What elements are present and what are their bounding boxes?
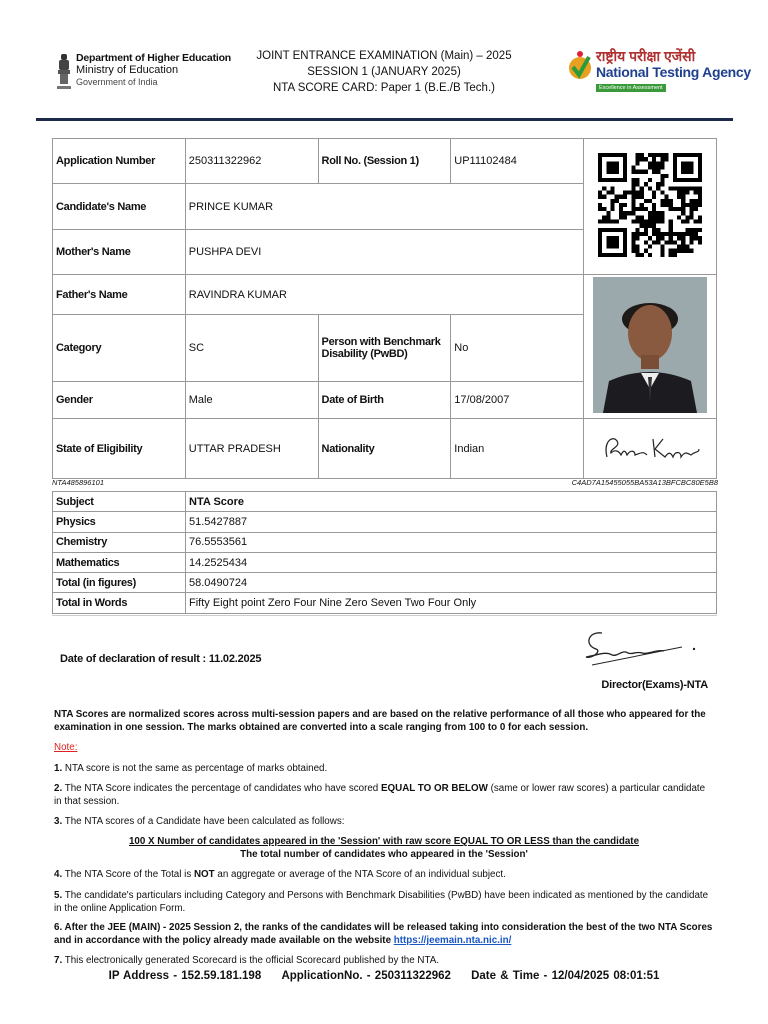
subject-cell: Chemistry <box>53 532 186 552</box>
category-value: SC <box>185 315 318 382</box>
note-7 <box>54 954 714 967</box>
dob-label: Date of Birth <box>318 382 451 419</box>
table-row <box>53 552 717 572</box>
score-formula <box>54 835 714 861</box>
department-name: Department of Higher Education <box>76 52 232 64</box>
note-3 <box>54 815 714 828</box>
score-cell: 51.5427887 <box>186 512 717 532</box>
score-column-header: NTA Score <box>186 492 717 512</box>
footer-application-number: ApplicationNo. - 250311322962 <box>281 970 451 982</box>
nta-hindi-name: राष्ट्रीय परीक्षा एजेंसी <box>596 48 696 64</box>
subject-cell: Physics <box>53 512 186 532</box>
qr-cell <box>584 139 717 275</box>
table-row <box>53 573 717 593</box>
score-cell: 58.0490724 <box>186 573 717 593</box>
application-number-label: Application Number <box>53 139 186 184</box>
roll-no-value: UP11102484 <box>451 139 584 184</box>
reference-codes <box>52 478 718 488</box>
director-title: Director(Exams)-NTA <box>601 679 708 691</box>
note-1-number: 1. <box>54 763 63 774</box>
signature-cell <box>584 419 717 479</box>
roll-no-label: Roll No. (Session 1) <box>318 139 451 184</box>
ministry-name: Ministry of Education <box>76 64 179 76</box>
header-divider <box>36 118 733 121</box>
director-signature <box>572 625 702 677</box>
note-2-text-b: EQUAL TO OR BELOW <box>380 783 488 794</box>
subject-column-header: Subject <box>53 492 186 512</box>
note-4-text-c: an aggregate or average of the NTA Score of an individual subject. <box>217 869 506 880</box>
note-4 <box>54 868 714 881</box>
gender-value: Male <box>185 382 318 419</box>
score-cell: 76.5553561 <box>186 532 717 552</box>
subject-cell: Total in Words <box>53 593 186 613</box>
jee-main-website-link[interactable]: https://jeemain.nta.nic.in/ <box>393 935 512 946</box>
candidate-info-table <box>52 138 717 479</box>
footer-datetime: Date & Time - 12/04/2025 08:01:51 <box>471 970 660 982</box>
pwbd-label: Person with Benchmark Disability (PwBD) <box>318 315 451 382</box>
exam-title: JOINT ENTRANCE EXAMINATION (Main) – 2025 <box>256 50 512 62</box>
father-name-value: RAVINDRA KUMAR <box>185 275 583 315</box>
nta-score-intro: NTA Scores are normalized scores across multi-session papers and are based on the relative performance of all those who appeared for the examination in one session. The marks obtained are converted into a scale ranging from 100 to 0 for each session. <box>54 709 706 733</box>
nationality-value: Indian <box>451 419 584 479</box>
note-5-number: 5. <box>54 890 63 901</box>
nta-check-logo-icon <box>568 48 592 86</box>
declaration-date: Date of declaration of result : 11.02.2025 <box>60 653 262 665</box>
note-2-text-c: (same or lower raw scores) a particular candidate in that session. <box>54 783 706 807</box>
note-5-text: The candidate's particulars including Category and Persons with Benchmark Disabilities (PwBD) have been indicated as mentioned by the candidate in the online Application Form. <box>54 890 709 914</box>
subject-cell: Mathematics <box>53 552 186 572</box>
note-2-number: 2. <box>54 783 63 794</box>
score-cell: Fifty Eight point Zero Four Nine Zero Seven Two Four Only <box>186 593 717 613</box>
table-row <box>53 512 717 532</box>
nta-english-name: National Testing Agency <box>596 64 751 80</box>
note-7-text: This electronically generated Scorecard is the official Scorecard published by the NTA. <box>64 955 440 966</box>
note-2 <box>54 782 714 808</box>
formula-denominator: The total number of candidates who appeared in the 'Session' <box>240 849 528 860</box>
note-4-number: 4. <box>54 869 63 880</box>
note-1 <box>54 762 714 775</box>
session-title: SESSION 1 (JANUARY 2025) <box>307 66 461 78</box>
scorecard-title: NTA SCORE CARD: Paper 1 (B.E./B Tech.) <box>273 82 495 94</box>
note-5 <box>54 889 714 915</box>
score-cell: 14.2525434 <box>186 552 717 572</box>
note-6-text: After the JEE (MAIN) - 2025 Session 2, the ranks of the candidates will be released taking into consideration the best of the two NTA Scores and in accordance with the policy already made available on the website <box>54 922 713 946</box>
subject-cell: Total (in figures) <box>53 573 186 593</box>
note-6 <box>54 921 714 947</box>
note-heading: Note: <box>54 742 78 753</box>
table-row <box>53 593 717 613</box>
page-header <box>0 0 768 120</box>
mother-name-value: PUSHPA DEVI <box>185 230 583 275</box>
candidate-name-label: Candidate's Name <box>53 184 186 230</box>
government-name: Government of India <box>76 77 158 87</box>
application-number-value: 250311322962 <box>185 139 318 184</box>
note-2-text-a: The NTA Score indicates the percentage of candidates who have scored <box>64 783 379 794</box>
reference-code-right: C4AD7A15455055BA53A13BFCBC80E5B8 <box>571 478 718 487</box>
father-name-label: Father's Name <box>53 275 186 315</box>
photo-cell <box>584 275 717 419</box>
pwbd-value: No <box>451 315 584 382</box>
category-label: Category <box>53 315 186 382</box>
nationality-label: Nationality <box>318 419 451 479</box>
page-footer <box>0 970 768 982</box>
score-table <box>52 491 717 614</box>
nta-logo-block <box>568 48 751 92</box>
mother-name-label: Mother's Name <box>53 230 186 275</box>
candidate-name-value: PRINCE KUMAR <box>185 184 583 230</box>
footer-ip-address: IP Address - 152.59.181.198 <box>108 970 262 982</box>
candidate-photo <box>593 277 707 413</box>
formula-numerator: 100 X Number of candidates appeared in the 'Session' with raw score EQUAL TO OR LESS than the candidate <box>128 836 640 847</box>
table-row <box>53 532 717 552</box>
state-value: UTTAR PRADESH <box>185 419 318 479</box>
nta-tagline: Excellence in Assessment <box>596 84 666 92</box>
note-3-text: The NTA scores of a Candidate have been calculated as follows: <box>64 816 345 827</box>
qr-code-icon <box>598 153 702 257</box>
note-4-text-b: NOT <box>193 869 215 880</box>
dob-value: 17/08/2007 <box>451 382 584 419</box>
reference-code-left: NTA485896101 <box>52 478 104 487</box>
gender-label: Gender <box>53 382 186 419</box>
note-4-text-a: The NTA Score of the Total is <box>64 869 192 880</box>
note-6-number: 6. <box>54 922 63 933</box>
state-label: State of Eligibility <box>53 419 186 479</box>
candidate-signature <box>595 427 705 467</box>
note-1-text: NTA score is not the same as percentage of marks obtained. <box>64 763 328 774</box>
score-table-header <box>53 492 717 512</box>
note-3-number: 3. <box>54 816 63 827</box>
section-divider <box>52 615 717 616</box>
note-7-number: 7. <box>54 955 63 966</box>
